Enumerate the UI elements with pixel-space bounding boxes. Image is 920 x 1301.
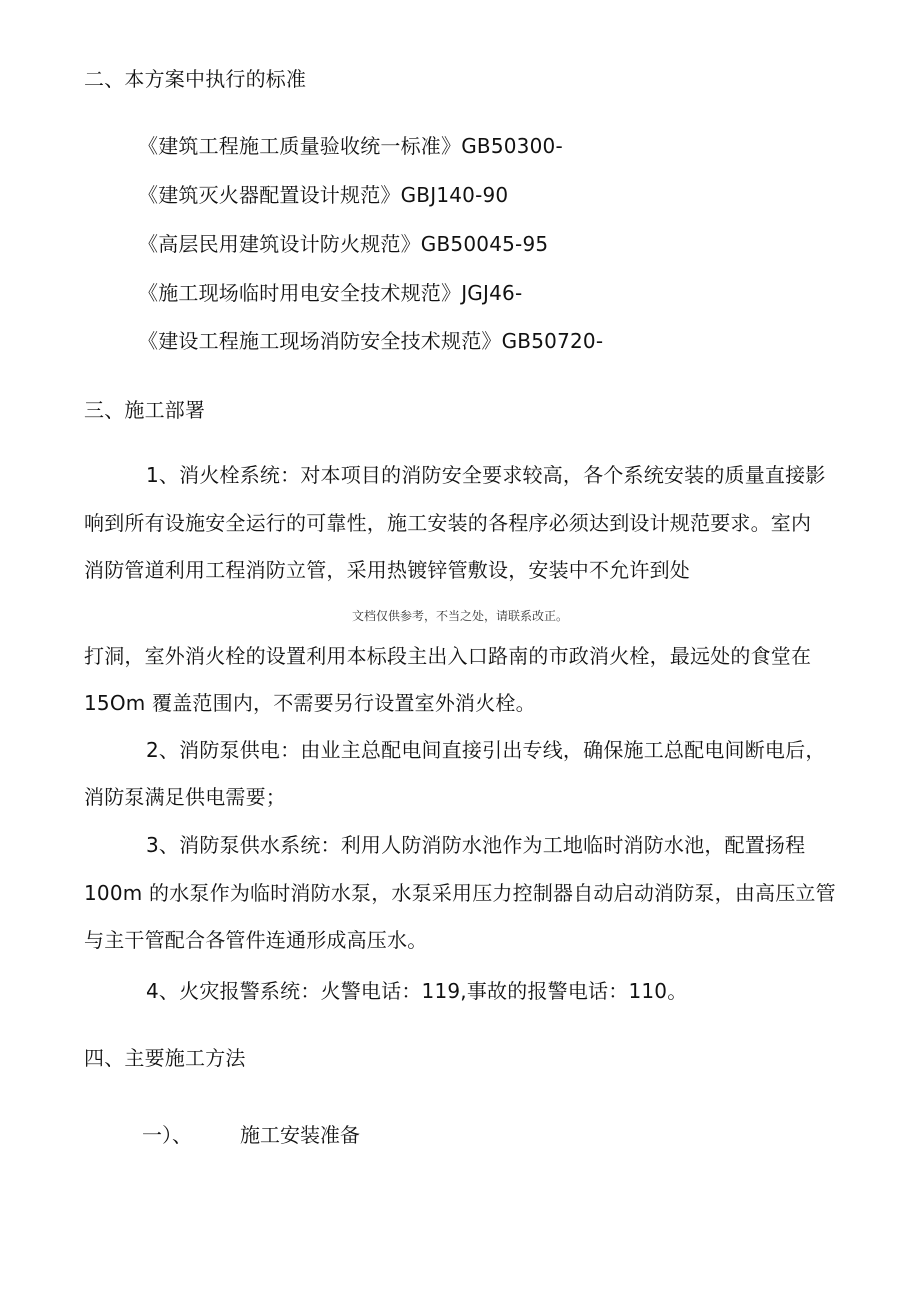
item-3-line-3: 与主干管配合各管件连通形成高压水。 <box>84 928 428 952</box>
item-1-cont-line-1: 打洞，室外消火栓的设置利用本标段主出入口路南的市政消火栓，最远处的食堂在 <box>84 644 812 668</box>
standard-item-4: 《施工现场临时用电安全技术规范》JGJ46- <box>138 281 523 305</box>
standard-item-2: 《建筑灭火器配置设计规范》GBJ140-90 <box>138 183 509 207</box>
page-footnote: 文档仅供参考，不当之处，请联系改正。 <box>351 609 568 623</box>
section-3-title: 三、施工部署 <box>84 398 206 422</box>
section-2-title: 二、本方案中执行的标准 <box>84 67 307 91</box>
item-1-line-2: 响到所有设施安全运行的可靠性，施工安装的各程序必须达到设计规范要求。室内 <box>84 511 812 535</box>
item-3-line-2: 100m 的水泵作为临时消防水泵，水泵采用压力控制器自动启动消防泵，由高压立管 <box>84 881 836 905</box>
item-4-line: 4、火灾报警系统：火警电话：119,事故的报警电话：110。 <box>146 979 688 1003</box>
subsection-1-title: 施工安装准备 <box>240 1123 360 1147</box>
standard-item-5: 《建设工程施工现场消防安全技术规范》GB50720- <box>138 329 604 353</box>
item-1-line-1: 1、消火栓系统：对本项目的消防安全要求较高，各个系统安装的质量直接影 <box>146 463 826 487</box>
item-3-line-1: 3、消防泵供水系统：利用人防消防水池作为工地临时消防水池，配置扬程 <box>146 833 806 857</box>
item-2-line-2: 消防泵满足供电需要； <box>84 785 286 809</box>
standard-item-3: 《高层民用建筑设计防火规范》GB50045-95 <box>138 232 549 256</box>
section-4-title: 四、主要施工方法 <box>84 1046 246 1070</box>
subsection-1-number: 一）、 <box>142 1123 192 1147</box>
item-1-line-3: 消防管道利用工程消防立管，采用热镀锌管敷设，安装中不允许到处 <box>84 558 690 582</box>
item-2-line-1: 2、消防泵供电：由业主总配电间直接引出专线，确保施工总配电间断电后， <box>146 738 826 762</box>
item-1-cont-line-2: 15Om 覆盖范围内，不需要另行设置室外消火栓。 <box>84 691 536 715</box>
standard-item-1: 《建筑工程施工质量验收统一标准》GB50300- <box>138 134 563 158</box>
